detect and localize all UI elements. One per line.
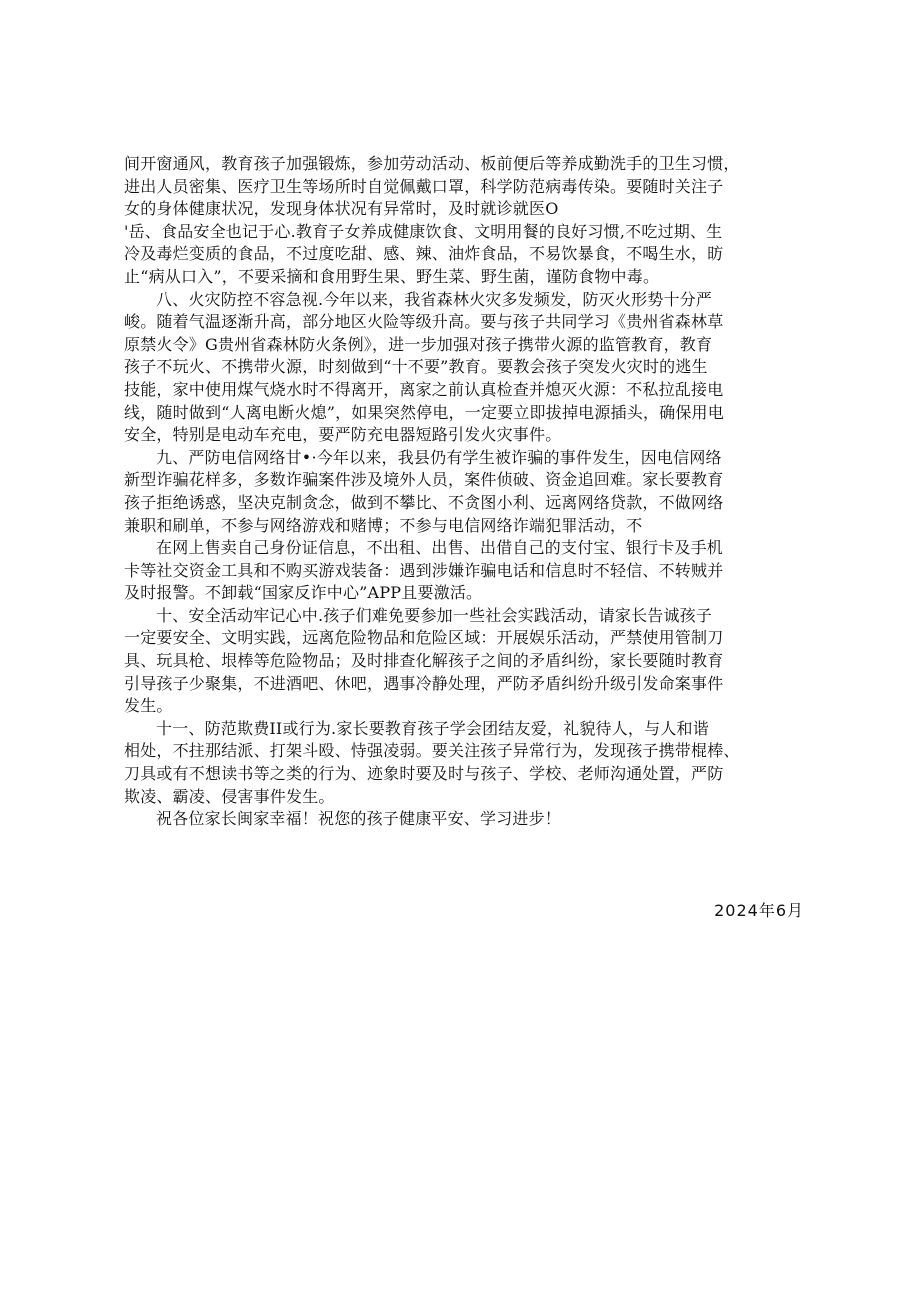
- text-line: 冷及毒烂变质的食品，不过度吃甜、感、辣、油炸食品，不易饮暴食，不喝生水，昉: [124, 244, 724, 264]
- text-line: 及时报警。不卸载“国家反诈中心”APP且要激活。: [124, 583, 483, 603]
- paragraph-fraud-heading: 九、严防电信网络甘•·今年以来，我县仍有学生被诈骗的事件发生，因电信网络: [156, 447, 722, 467]
- text-line: '岳、食品安全也记于心.教育子女养成健康饮食、文明用餐的良好习惯,不吃过期、生: [124, 221, 723, 241]
- text-line: 欺凌、霸凌、侵害事件发生。: [124, 786, 335, 806]
- text-line: 峻。随着气温逐渐升高，部分地区火险等级升高。要与孩子共同学习《贵州省森林草: [124, 312, 724, 332]
- text-line: 刀具或有不想读书等之类的行为、迹象时要及时与孩子、学校、老师沟通处置，严防: [124, 764, 724, 784]
- text-line: 进出人员密集、医疗卫生等场所时自觉佩戴口罩，科学防范病毒传染。要随时关注子: [124, 176, 724, 196]
- text-line: 卡等社交资金工具和不购买游戏装备：遇到涉嫌诈骗电话和信息时不轻信、不转贼并: [124, 560, 724, 580]
- text-line: 发生。: [124, 696, 173, 716]
- text-line: 技能，家中使用煤气烧水时不得离开，离家之前认真检查并熄灭火源：不私拉乱接电: [124, 379, 724, 399]
- text-line: 新型诈骗花样多，多数诈骗案件涉及境外人员，案件侦破、资金追回难。家长要教育: [124, 470, 724, 490]
- document-date: 2024年6月: [714, 901, 804, 920]
- text-line: 间开窗通风，教育孩子加强锻炼，参加劳动活动、板前便后等养成勤洗手的卫生习惯，: [124, 154, 740, 173]
- text-line: 兼职和刷单，不参与网络游戏和赌博；不参与电信网络诈端犯罪活动，不: [124, 515, 643, 535]
- body-text: [124, 153, 814, 831]
- text-line: 孩子拒绝诱惑，坚决克制贪念，做到不攀比、不贪图小利、远离网络贷款，不做网络: [124, 492, 724, 512]
- text-line: 具、玩具枪、垠棒等危险物品；及时排查化解孩子之间的矛盾纠纷，家长要随时教育: [124, 651, 724, 671]
- paragraph-fire-heading: 八、火灾防控不容急视.今年以来，我省森林火灾多发频发，防灭火形势十分严: [156, 289, 713, 309]
- text-line: 止“病从口入”，不要采摘和食用野生果、野生菜、野生菌，谨防食物中毒。: [124, 266, 660, 286]
- text-line: 安全，特别是电动车充电，要严防充电器短路引发火灾事件。: [124, 425, 562, 445]
- paragraph-bullying-heading: 十一、防范欺费II或行为.家长要教育孩子学会团结友爱，礼貌待人，与人和谐: [156, 718, 709, 738]
- text-line: 一定要安全、文明实践，远离危险物品和危险区域：开展娱乐活动，严禁使用管制刀: [124, 628, 724, 648]
- text-line: 引导孩子少聚集，不进酒吧、休吧，遇事冷静处理，严防矛盾纠纷升级引发命案事件: [124, 673, 724, 693]
- text-line: 相处，不拄那结派、打架斗殴、恃强凌弱。要关注孩子异常行为，发现孩子携带棍棒、: [124, 741, 740, 761]
- text-line: 线，随时做到“人离电断火熄”，如果突然停电，一定要立即拔掉电源插头，确保用电: [124, 402, 724, 422]
- closing-wishes: 祝各位家长闽家幸福！祝您的孩子健康平安、学习进步！: [156, 809, 562, 829]
- text-line: 孩子不玩火、不携带火源，时刻做到“十不要”教育。要教会孩子突发火灾时的逃生: [124, 357, 708, 377]
- paragraph-activity-heading: 十、安全活动牢记心中.孩子们难免要参加一些社会实践活动，请家长告诚孩子: [156, 605, 713, 625]
- text-line: 女的身体健康状况，发现身体状况有异常时，及时就诊就医O: [124, 199, 559, 219]
- text-line: 原禁火令》G贵州省森林防火条例》，进一步加强对孩子携带火源的监管教育，教育: [124, 334, 713, 354]
- text-line: 在网上售卖自己身份证信息，不出租、出售、出借自己的支付宝、银行卡及手机: [156, 538, 724, 558]
